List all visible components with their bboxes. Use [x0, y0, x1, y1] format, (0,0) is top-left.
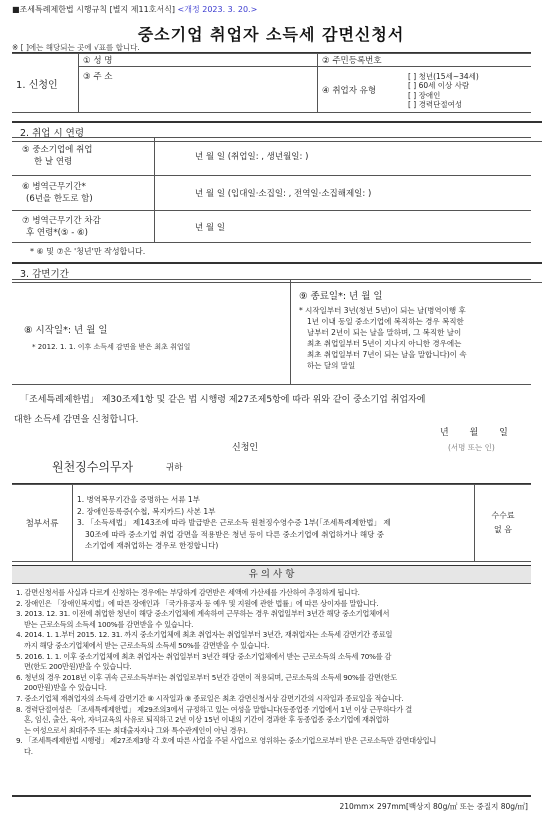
- check-note: ※ [ ]에는 해당되는 곳에 √표를 합니다.: [12, 43, 140, 52]
- honorific: 귀하: [166, 463, 183, 473]
- worker-type-label: ④ 취업자 유형: [322, 85, 377, 96]
- fee-label: 수수료: [491, 511, 515, 520]
- type-option-career-break[interactable]: [ ] 경력단절여성: [408, 100, 463, 109]
- start-date-cell: [12, 280, 291, 385]
- applicant-table: [12, 53, 531, 113]
- end-date-cell: [291, 280, 532, 385]
- adjusted-age-value[interactable]: 년 월 일: [155, 211, 532, 243]
- attachments-table: [12, 484, 531, 562]
- signature-field[interactable]: (서명 또는 인): [448, 443, 495, 452]
- divider: [12, 795, 531, 797]
- end-date-note: * 시작일부터 3년(청년 5년)이 되는 날(병역이행 후 1년 이내 동일 중소기업에 복직하는 경우 복직한 날부터 2년이 되는 날을 말하며, 그 복직한 날이 최초 취업일부터 5년이 지나지 아니한 경우에는 최초 취업일부터 7년이 되는 날을 말합니다)이 속 하는 달의 말일: [299, 306, 467, 370]
- fee-cell: [475, 485, 532, 562]
- address-field[interactable]: ③ 주 소: [79, 67, 318, 113]
- name-field[interactable]: ① 성 명: [79, 54, 318, 67]
- military-period-value[interactable]: 년 월 일 (입대일·소집일: , 전역일·소집해제일: ): [155, 175, 532, 211]
- type-option-senior[interactable]: [ ] 60세 이상 사람: [408, 81, 470, 90]
- applicant-signature-label: 신청인: [232, 443, 259, 453]
- military-period-label: ⑥ 병역근무기간* (6년을 한도로 함): [12, 175, 155, 211]
- revision-date: <개정 2023. 3. 20.>: [177, 5, 258, 14]
- end-date-field[interactable]: ⑨ 종료일*: 년 월 일: [299, 291, 383, 302]
- caution-title: 유 의 사 항: [12, 566, 531, 584]
- age-at-hire-label: ⑤ 중소기업에 취업 한 날 연령: [12, 138, 155, 176]
- age-at-hire-value[interactable]: 년 월 일 (취업일: , 생년월일: ): [155, 138, 532, 176]
- rrn-field[interactable]: ② 주민등록번호: [318, 54, 532, 67]
- reduction-table: [12, 279, 531, 385]
- employment-table: [12, 137, 531, 243]
- attachments-list: 1. 병역복무기간을 증명하는 서류 1부 2. 장애인등록증(수첩, 복지카드) 사본 1부 3. 「소득세법」 제143조에 따라 발급받은 근로소득 원천징수영수증 1부(「조세특례제한법」 제 30조에 따라 중소기업 취업 감면을 적용받은 청년 등이 다른 중소기업에 취업하거나 해당 중 소기업에 재취업하는 경우로 한정합니다): [73, 485, 475, 562]
- adjusted-age-label: ⑦ 병역근무기간 차감 후 연령*(⑤ - ⑥): [12, 211, 155, 243]
- form-reference: ■조세특례제한법 시행규칙 [별지 제11호서식]: [12, 5, 175, 14]
- attachments-label: 첨부서류: [12, 485, 73, 562]
- declaration-line-1: 「조세특례제한법」 제30조제1항 및 같은 법 시행령 제27조제5항에 따라 위와 같이 중소기업 취업자에: [20, 395, 426, 405]
- employment-section-header: 2. 취업 시 연령: [12, 121, 542, 142]
- type-option-disabled[interactable]: [ ] 장애인: [408, 90, 441, 100]
- applicant-section-label: 1. 신청인: [12, 54, 79, 113]
- fee-value: 없 음: [494, 525, 512, 534]
- declaration-line-2: 대한 소득세 감면을 신청합니다.: [14, 415, 139, 425]
- start-date-note: * 2012. 1. 1. 이후 소득세 감면을 받은 최초 취업일: [32, 343, 191, 351]
- start-date-field[interactable]: ⑧ 시작일*: 년 월 일: [24, 325, 108, 336]
- type-option-youth[interactable]: [ ] 청년(15세~34세): [408, 71, 479, 81]
- recipient-name: 원천징수의무자: [52, 460, 134, 474]
- form-header: [12, 4, 257, 15]
- reduction-section-header: 3. 감면기간: [12, 262, 542, 283]
- youth-footnote: * ⑥ 및 ⑦은 '청년'만 작성합니다.: [30, 247, 146, 256]
- declaration-date[interactable]: 년 월 일: [440, 428, 508, 438]
- form-title: 중소기업 취업자 소득세 감면신청서: [137, 25, 405, 44]
- paper-spec: 210mm× 297mm[백상지 80g/㎡ 또는 중질지 80g/㎡]: [339, 802, 528, 811]
- caution-list: 1. 감면신청서를 사실과 다르게 신청하는 경우에는 부당하게 감면받은 세액에 가산세를 가산하여 추징하게 됩니다. 2. 장애인은 「장애인복지법」에 따른 장애인과 「국가유공자 등 예우 및 지원에 관한 법률」에 따른 상이자를 말합니다. 3. 2013. 12. 31. 이전에 취업한 청년이 해당 중소기업체에 계속하여 근무하는 경우 취업일부터 3년간 해당 중소기업체에서 받는 근로소득의 소득세 100%를 감면받을 수 있습니다. 4. 2014. 1. 1.부터 2015. 12. 31. 까지 중소기업체에 최초 취업자는 취업일부터 3년간, 재취업자는 소득세 감면기간 종료일 까지 해당 중소기업체에서 받는 근로소득의 소득세 50%를 감면받을 수 있습니다. 5. 2016. 1. 1. 이후 중소기업체에 최초 취업자는 취업일부터 3년간 해당 중소기업체에서 받는 근로소득의 소득세 70%를 감 면(한도 200만원)받을 수 있습니다. 6. 청년의 경우 2018년 이후 귀속 근로소득부터는 취업일로부터 5년간 감면이 적용되며, 근로소득의 소득세 90%를 감면(한도 200만원)받을 수 있습니다. 7. 중소기업체 재취업자의 소득세 감면기간 ⑧ 시작일과 ⑨ 종료일은 최초 감면신청서상 감면기간의 시작일과 종료일을 적습니다. 8. 경력단절여성은 「조세특례제한법」 제29조의3에서 규정하고 있는 여성을 말합니다(동종업종 기업에서 1년 이상 근무하다가 결 혼, 임신, 출산, 육아, 자녀교육의 사유로 퇴직하고 2년 이상 15년 이내의 기간이 경과한 후 동종업종 중소기업에 재취업하 는 여성으로서 최대주주 또는 최대출자자나 그와 특수관계인이 아닌 경우). 9. 「조세특례제한법 시행령」 제27조제3항 각 호에 따른 사업을 주된 사업으로 영위하는 중소기업으로부터 받은 근로소득만 감면대상입니 다.: [16, 588, 437, 756]
